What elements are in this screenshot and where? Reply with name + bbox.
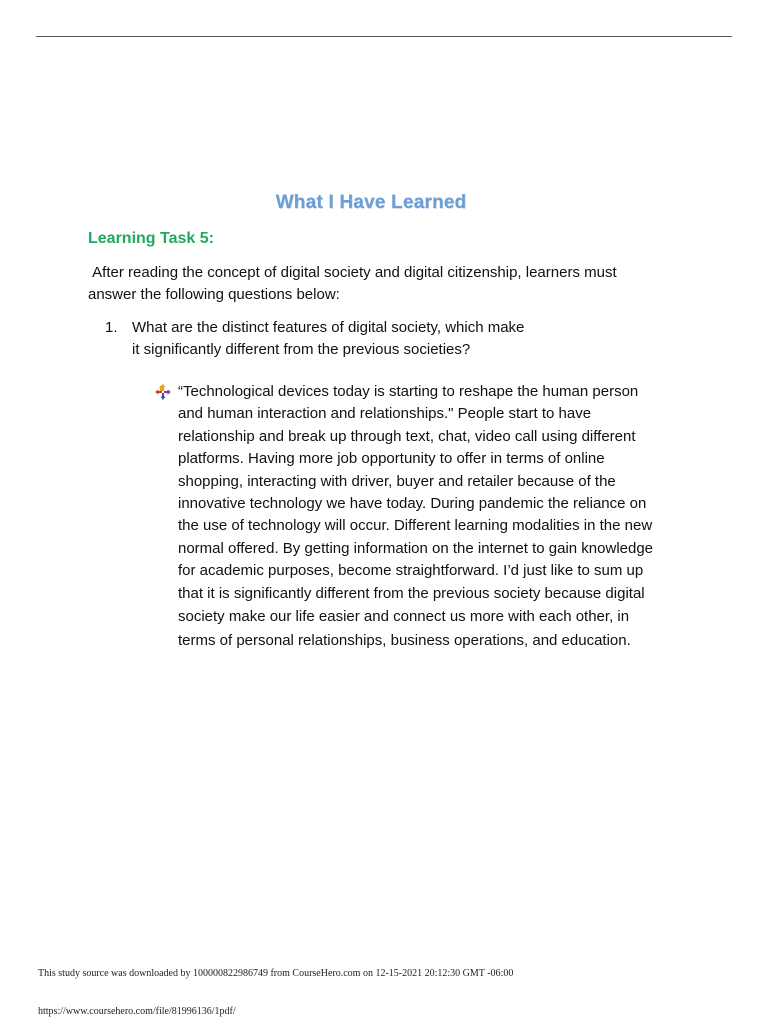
- four-arrows-bullet-icon: [155, 384, 171, 400]
- question-item: [105, 317, 665, 361]
- intro-text: After reading the concept of digital society and digital citizenship, learners must answer the following questions below:: [88, 264, 617, 303]
- header-rule: [36, 36, 732, 37]
- question-text: What are the distinct features of digital society, which make it significantly different from the previous societies?: [132, 319, 525, 358]
- task-heading: Learning Task 5:: [88, 230, 214, 247]
- intro-paragraph: [88, 262, 668, 306]
- answer-text-tail: make our life easier and connect us more with each other, in terms of personal relationships, business operations, and education.: [178, 608, 631, 650]
- page-title: What I Have Learned: [275, 192, 467, 213]
- answer-text-main: “Technological devices today is starting to reshape the human person and human interaction and relationships." People start to have relationship and break up through text, chat, video call using different platforms. Having more job opportunity to offer in terms of online shopping, interacting with driver, buyer and retailer because of the innovative technology we have today. During pandemic the reliance on the use of technology will occur. Different learning modalities in the new normal offered. By getting information on the internet to gain knowledge for academic purposes, become straightforward. I’d just like to sum up that it is significantly different from the previous society because digital society: [178, 383, 654, 626]
- download-source-note: This study source was downloaded by 100000822986749 from CourseHero.com on 12-15-2021 20:12:30 GMT -06:00: [38, 968, 514, 979]
- question-number: 1.: [105, 319, 118, 336]
- answer-paragraph: [178, 381, 658, 653]
- source-url[interactable]: https://www.coursehero.com/file/81996136/1pdf/: [38, 1006, 236, 1017]
